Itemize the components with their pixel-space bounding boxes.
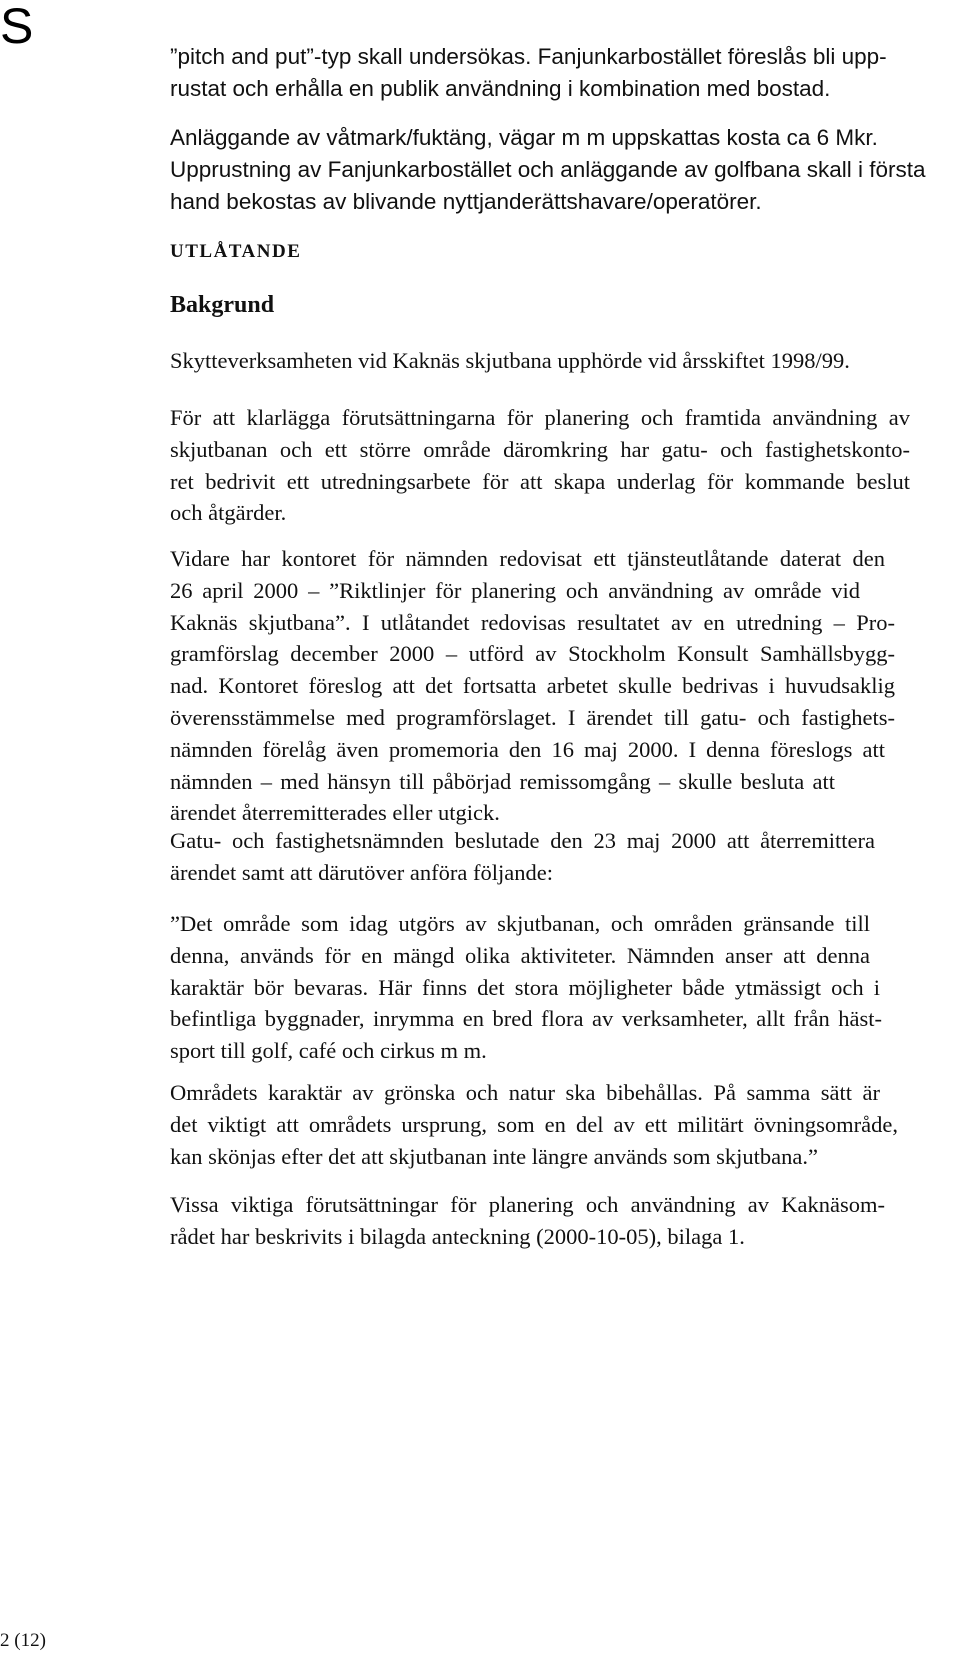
- text-line: Kaknäs skjutbana”. I utlåtandet redovisas resultatet av en utredning – Pro-: [170, 609, 895, 635]
- text-line: nämnden förelåg även promemoria den 16 maj 2000. I denna föreslogs att: [170, 736, 885, 762]
- text-line: nämnden – med hänsyn till påbörjad remissomgång – skulle besluta att: [170, 768, 835, 794]
- paragraph-decision: [170, 825, 940, 889]
- intro-paragraph-2: [170, 122, 940, 217]
- page-number: 2 (12): [0, 1630, 46, 1651]
- paragraph-background-2: [170, 402, 940, 529]
- section-subheading: Bakgrund: [170, 292, 275, 318]
- text-line: hand bekostas av blivande nyttjanderättshavare/operatörer.: [170, 188, 762, 214]
- text-line: Skytteverksamheten vid Kaknäs skjutbana upphörde vid årsskiftet 1998/99.: [170, 348, 850, 373]
- text-line: Vidare har kontoret för nämnden redovisat ett tjänsteutlåtande daterat den: [170, 546, 885, 571]
- text-line: Gatu- och fastighetsnämnden beslutade den 23 maj 2000 att återremittera: [170, 828, 875, 853]
- text-line: Upprustning av Fanjunkarbostället och anläggande av golfbana skall i första: [170, 156, 926, 182]
- text-line: rådet har beskrivits i bilagda anteckning (2000-10-05), bilaga 1.: [170, 1223, 745, 1249]
- text-line: ”Det område som idag utgörs av skjutbanan, och områden gränsande till: [170, 911, 870, 936]
- text-line: karaktär bör bevaras. Här finns det stora möjligheter både ytmässigt och i: [170, 974, 880, 1000]
- intro-paragraph-1: [170, 41, 940, 105]
- quote-paragraph-2: [170, 1077, 940, 1172]
- text-line: ärendet samt att därutöver anföra följande:: [170, 859, 553, 885]
- paragraph-prerequisites: [170, 1189, 940, 1253]
- text-line: För att klarlägga förutsättningarna för planering och framtida användning av: [170, 405, 910, 430]
- text-line: skjutbanan och ett större område däromkring har gatu- och fastighetskonto-: [170, 436, 910, 462]
- text-line: det viktigt att områdets ursprung, som en del av ett militärt övningsområde,: [170, 1111, 898, 1137]
- text-line: denna, används för en mängd olika aktiviteter. Nämnden anser att denna: [170, 942, 870, 968]
- text-line: 26 april 2000 – ”Riktlinjer för planering och användning av område vid: [170, 577, 860, 603]
- text-line: kan skönjas efter det att skjutbanan inte längre används som skjutbana.”: [170, 1143, 818, 1169]
- text-line: sport till golf, café och cirkus m m.: [170, 1038, 487, 1064]
- text-line: nad. Kontoret föreslog att det fortsatta arbetet skulle bedrivas i huvudsaklig: [170, 673, 895, 699]
- text-line: Vissa viktiga förutsättningar för planering och användning av Kaknäsom-: [170, 1192, 885, 1217]
- text-line: ”pitch and put”-typ skall undersökas. Fanjunkarbostället föreslås bli upp-: [170, 44, 887, 69]
- text-line: gramförslag december 2000 – utförd av Stockholm Konsult Samhällsbygg-: [170, 641, 895, 667]
- text-line: överensstämmelse med programförslaget. I ärendet till gatu- och fastighets-: [170, 704, 895, 730]
- corner-letter: S: [0, 0, 34, 54]
- paragraph-background-3: [170, 543, 940, 829]
- text-line: rustat och erhålla en publik användning i kombination med bostad.: [170, 75, 831, 101]
- text-line: och åtgärder.: [170, 500, 287, 526]
- paragraph-background-1: [170, 345, 940, 377]
- text-line: Anläggande av våtmark/fuktäng, vägar m m uppskattas kosta ca 6 Mkr.: [170, 125, 878, 150]
- text-line: befintliga byggnader, inrymma en bred flora av verksamheter, allt från häst-: [170, 1006, 882, 1032]
- quote-paragraph-1: [170, 908, 940, 1067]
- text-line: ärendet återremitterades eller utgick.: [170, 800, 500, 826]
- text-line: ret bedrivit ett utredningsarbete för att skapa underlag för kommande beslut: [170, 468, 910, 494]
- text-line: Områdets karaktär av grönska och natur ska bibehållas. På samma sätt är: [170, 1080, 880, 1105]
- section-heading: UTLÅTANDE: [170, 241, 302, 262]
